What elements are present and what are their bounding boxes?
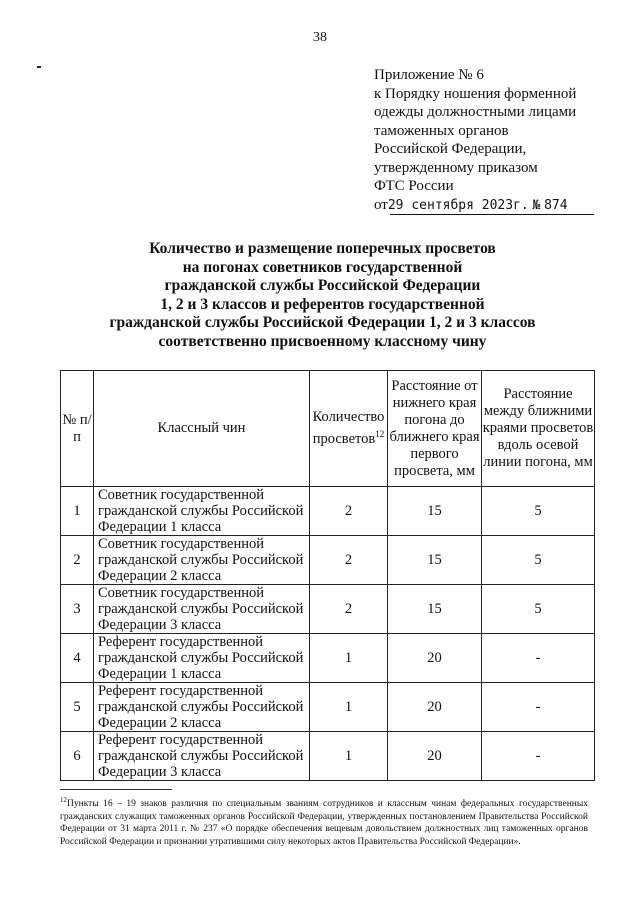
footnote-text: Пункты 16 – 19 знаков различия по специальным званиям сотрудников и классным чинам федеральных государственных гражданских служащих таможенных органов Российской Федерации, утвержденных постановлением Правительства Российской Федерации от 31 марта 2011 г. № 237 «О порядке обеспечения вещевым довольствием должностных лиц таможенных органов Российской Федерации и признании утратившими силу некоторых актов Правительства Российской Федерации».	[60, 799, 588, 847]
appendix-header	[374, 66, 604, 215]
footnote-divider	[60, 789, 172, 790]
cell-count: 2	[310, 536, 388, 585]
appendix-line-4: таможенных органов	[374, 122, 509, 139]
order-from-label: от	[374, 196, 388, 213]
cell-count: 1	[310, 634, 388, 683]
cell-num: 3	[61, 585, 94, 634]
cell-num: 5	[61, 683, 94, 732]
cell-num: 6	[61, 732, 94, 781]
order-number-sign: №	[532, 197, 541, 213]
cell-edge: 20	[388, 683, 482, 732]
header-distance-between: Расстояние между ближними краями просветов вдоль осевой линии погона, мм	[482, 371, 595, 487]
page-number: 38	[313, 30, 327, 45]
footnote	[60, 794, 588, 848]
header-count-footnote-ref: 12	[375, 429, 385, 440]
table-row	[61, 536, 595, 585]
cell-num: 2	[61, 536, 94, 585]
scan-mark	[37, 66, 41, 68]
title-line: соответственно присвоенному классному чину	[158, 332, 487, 350]
appendix-line-2: к Порядку ношения форменной	[374, 85, 577, 102]
cell-rank: Советник государственной гражданской службы Российской Федерации 1 класса	[94, 487, 310, 536]
header-distance-edge: Расстояние от нижнего края погона до ближнего края первого просвета, мм	[388, 371, 482, 487]
cell-num: 4	[61, 634, 94, 683]
cell-edge: 20	[388, 732, 482, 781]
title-line: гражданской службы Российской Федерации	[164, 277, 481, 294]
cell-count: 2	[310, 585, 388, 634]
cell-num: 1	[61, 487, 94, 536]
table-row	[61, 732, 595, 781]
cell-rank: Советник государственной гражданской службы Российской Федерации 2 класса	[94, 536, 310, 585]
order-signature	[374, 196, 568, 216]
header-rank: Классный чин	[94, 371, 310, 487]
appendix-line-1: Приложение № 6	[374, 67, 484, 83]
title-line: гражданской службы Российской Федерации 1, 2 и 3 классов	[109, 314, 536, 331]
cell-between: -	[482, 634, 595, 683]
cell-between: 5	[482, 536, 595, 585]
title-line: на погонах советников государственной	[182, 258, 463, 276]
cell-edge: 15	[388, 585, 482, 634]
footnote-ref: 12	[60, 796, 67, 804]
table-row	[61, 585, 595, 634]
cell-count: 1	[310, 732, 388, 781]
title-line: Количество и размещение поперечных просветов	[149, 240, 496, 257]
cell-rank: Референт государственной гражданской службы Российской Федерации 2 класса	[94, 683, 310, 732]
title-line: 1, 2 и 3 классов и референтов государственной	[160, 295, 485, 313]
cell-count: 1	[310, 683, 388, 732]
cell-rank: Советник государственной гражданской службы Российской Федерации 3 класса	[94, 585, 310, 634]
table-row	[61, 634, 595, 683]
header-count	[310, 371, 388, 487]
order-date: 29 сентября 2023г.	[387, 197, 529, 213]
cell-edge: 15	[388, 536, 482, 585]
document-title	[60, 240, 585, 351]
table-row	[61, 683, 595, 732]
cell-rank: Референт государственной гражданской службы Российской Федерации 1 класса	[94, 634, 310, 683]
table-header-row	[61, 371, 595, 487]
cell-count: 2	[310, 487, 388, 536]
cell-edge: 20	[388, 634, 482, 683]
cell-rank: Референт государственной гражданской службы Российской Федерации 3 класса	[94, 732, 310, 781]
header-num: № п/п	[61, 371, 94, 487]
appendix-line-5: Российской Федерации,	[374, 141, 527, 157]
appendix-line-3: одежды должностными лицами	[374, 104, 577, 120]
order-underline	[390, 214, 594, 215]
order-number: 874	[544, 197, 568, 213]
cell-between: 5	[482, 487, 595, 536]
order-date-line	[374, 196, 604, 216]
cell-between: -	[482, 732, 595, 781]
appendix-line-7: ФТС России	[374, 178, 454, 194]
table-row	[61, 487, 595, 536]
cell-between: -	[482, 683, 595, 732]
ranks-table	[60, 370, 595, 781]
cell-between: 5	[482, 585, 595, 634]
cell-edge: 15	[388, 487, 482, 536]
appendix-line-6: утвержденному приказом	[374, 159, 538, 176]
header-count-label: Количество просветов	[312, 409, 385, 447]
